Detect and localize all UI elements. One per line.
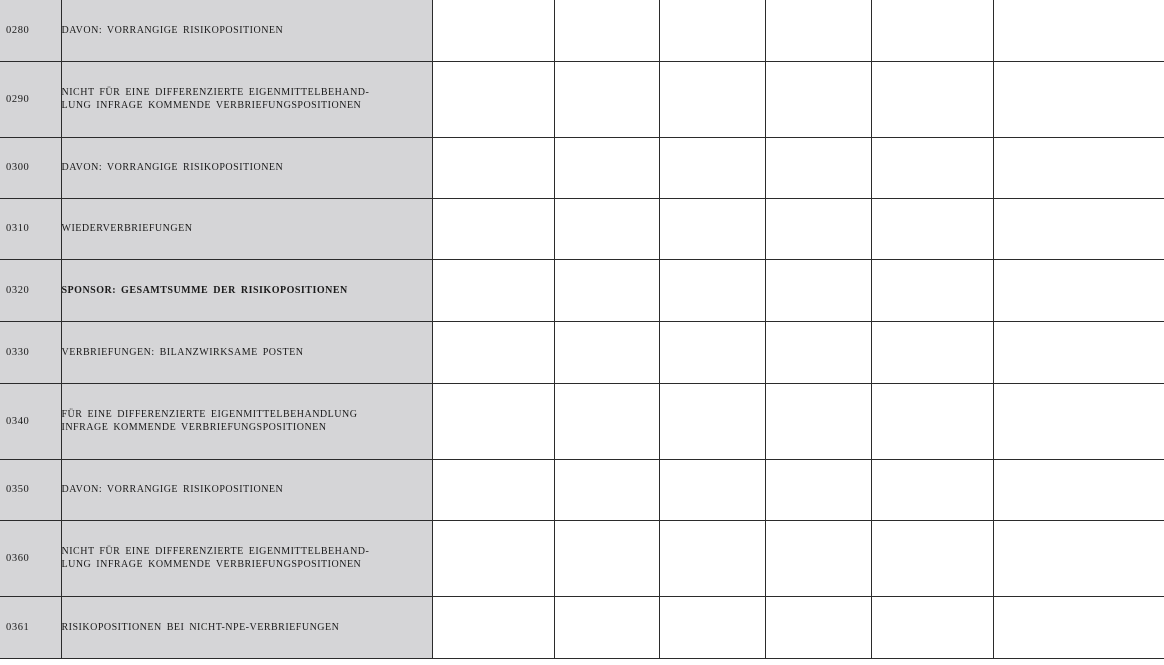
value-cell[interactable] bbox=[765, 321, 871, 383]
value-cell[interactable] bbox=[554, 61, 659, 137]
row-code: 0361 bbox=[0, 596, 61, 658]
value-cell[interactable] bbox=[871, 198, 993, 259]
value-cell[interactable] bbox=[993, 61, 1164, 137]
table-row bbox=[0, 61, 1164, 137]
value-cell[interactable] bbox=[432, 383, 554, 459]
table-row bbox=[0, 321, 1164, 383]
row-code: 0330 bbox=[0, 321, 61, 383]
row-label bbox=[61, 259, 432, 321]
row-label bbox=[61, 137, 432, 198]
table-row bbox=[0, 0, 1164, 61]
value-cell[interactable] bbox=[659, 321, 765, 383]
value-cell[interactable] bbox=[765, 0, 871, 61]
value-cell[interactable] bbox=[871, 383, 993, 459]
value-cell[interactable] bbox=[659, 0, 765, 61]
value-cell[interactable] bbox=[554, 198, 659, 259]
value-cell[interactable] bbox=[765, 520, 871, 596]
value-cell[interactable] bbox=[993, 0, 1164, 61]
value-cell[interactable] bbox=[993, 259, 1164, 321]
value-cell[interactable] bbox=[659, 520, 765, 596]
value-cell[interactable] bbox=[554, 259, 659, 321]
row-code: 0280 bbox=[0, 0, 61, 61]
table-row bbox=[0, 383, 1164, 459]
table-row bbox=[0, 596, 1164, 658]
row-code: 0320 bbox=[0, 259, 61, 321]
value-cell[interactable] bbox=[659, 383, 765, 459]
value-cell[interactable] bbox=[871, 520, 993, 596]
value-cell[interactable] bbox=[765, 459, 871, 520]
value-cell[interactable] bbox=[871, 596, 993, 658]
row-code: 0310 bbox=[0, 198, 61, 259]
value-cell[interactable] bbox=[432, 520, 554, 596]
value-cell[interactable] bbox=[432, 596, 554, 658]
table-row bbox=[0, 520, 1164, 596]
value-cell[interactable] bbox=[993, 198, 1164, 259]
value-cell[interactable] bbox=[659, 61, 765, 137]
row-label-text: DAVON: VORRANGIGE RISIKOPOSITIONEN bbox=[61, 162, 284, 173]
row-label-text: SPONSOR: GESAMTSUMME DER RISIKOPOSITIONEN bbox=[61, 284, 348, 296]
row-label bbox=[61, 0, 432, 61]
row-code: 0300 bbox=[0, 137, 61, 198]
value-cell[interactable] bbox=[659, 198, 765, 259]
value-cell[interactable] bbox=[554, 383, 659, 459]
row-label bbox=[61, 383, 432, 459]
value-cell[interactable] bbox=[765, 383, 871, 459]
row-label-text: WIEDERVERBRIEFUNGEN bbox=[61, 223, 193, 234]
value-cell[interactable] bbox=[871, 0, 993, 61]
value-cell[interactable] bbox=[554, 596, 659, 658]
value-cell[interactable] bbox=[659, 459, 765, 520]
value-cell[interactable] bbox=[554, 520, 659, 596]
row-label bbox=[61, 459, 432, 520]
value-cell[interactable] bbox=[993, 596, 1164, 658]
row-code: 0340 bbox=[0, 383, 61, 459]
table-row bbox=[0, 259, 1164, 321]
row-label bbox=[61, 61, 432, 137]
value-cell[interactable] bbox=[554, 0, 659, 61]
value-cell[interactable] bbox=[554, 137, 659, 198]
value-cell[interactable] bbox=[765, 61, 871, 137]
row-code: 0350 bbox=[0, 459, 61, 520]
value-cell[interactable] bbox=[554, 321, 659, 383]
row-label-text: VERBRIEFUNGEN: BILANZWIRKSAME POSTEN bbox=[61, 346, 304, 358]
value-cell[interactable] bbox=[993, 383, 1164, 459]
row-label-text: DAVON: VORRANGIGE RISIKOPOSITIONEN bbox=[61, 484, 284, 495]
value-cell[interactable] bbox=[993, 321, 1164, 383]
value-cell[interactable] bbox=[432, 459, 554, 520]
value-cell[interactable] bbox=[659, 596, 765, 658]
row-label bbox=[61, 596, 432, 658]
value-cell[interactable] bbox=[432, 0, 554, 61]
value-cell[interactable] bbox=[432, 259, 554, 321]
row-label bbox=[61, 520, 432, 596]
value-cell[interactable] bbox=[993, 520, 1164, 596]
value-cell[interactable] bbox=[554, 459, 659, 520]
value-cell[interactable] bbox=[659, 137, 765, 198]
table-row bbox=[0, 459, 1164, 520]
value-cell[interactable] bbox=[432, 198, 554, 259]
value-cell[interactable] bbox=[871, 459, 993, 520]
value-cell[interactable] bbox=[432, 137, 554, 198]
row-label-text: DAVON: VORRANGIGE RISIKOPOSITIONEN bbox=[61, 24, 284, 36]
value-cell[interactable] bbox=[765, 137, 871, 198]
row-label-text: NICHT FÜR EINE DIFFERENZIERTE EIGENMITTELBEHAND- LUNG INFRAGE KOMMENDE VERBRIEFUNGSPOSITIONEN bbox=[61, 87, 370, 111]
value-cell[interactable] bbox=[765, 198, 871, 259]
value-cell[interactable] bbox=[993, 137, 1164, 198]
value-cell[interactable] bbox=[871, 259, 993, 321]
row-label bbox=[61, 198, 432, 259]
value-cell[interactable] bbox=[993, 459, 1164, 520]
row-label bbox=[61, 321, 432, 383]
table-row bbox=[0, 198, 1164, 259]
value-cell[interactable] bbox=[432, 321, 554, 383]
value-cell[interactable] bbox=[871, 61, 993, 137]
value-cell[interactable] bbox=[659, 259, 765, 321]
row-code: 0290 bbox=[0, 61, 61, 137]
row-label-text: RISIKOPOSITIONEN BEI NICHT-NPE-VERBRIEFUNGEN bbox=[61, 621, 340, 633]
row-label-text: NICHT FÜR EINE DIFFERENZIERTE EIGENMITTELBEHAND- LUNG INFRAGE KOMMENDE VERBRIEFUNGSPOSITIONEN bbox=[61, 546, 370, 570]
table-row bbox=[0, 137, 1164, 198]
value-cell[interactable] bbox=[871, 321, 993, 383]
row-code: 0360 bbox=[0, 520, 61, 596]
value-cell[interactable] bbox=[432, 61, 554, 137]
value-cell[interactable] bbox=[765, 596, 871, 658]
value-cell[interactable] bbox=[765, 259, 871, 321]
row-label-text: FÜR EINE DIFFERENZIERTE EIGENMITTELBEHANDLUNG INFRAGE KOMMENDE VERBRIEFUNGSPOSITIONEN bbox=[61, 409, 358, 433]
value-cell[interactable] bbox=[871, 137, 993, 198]
